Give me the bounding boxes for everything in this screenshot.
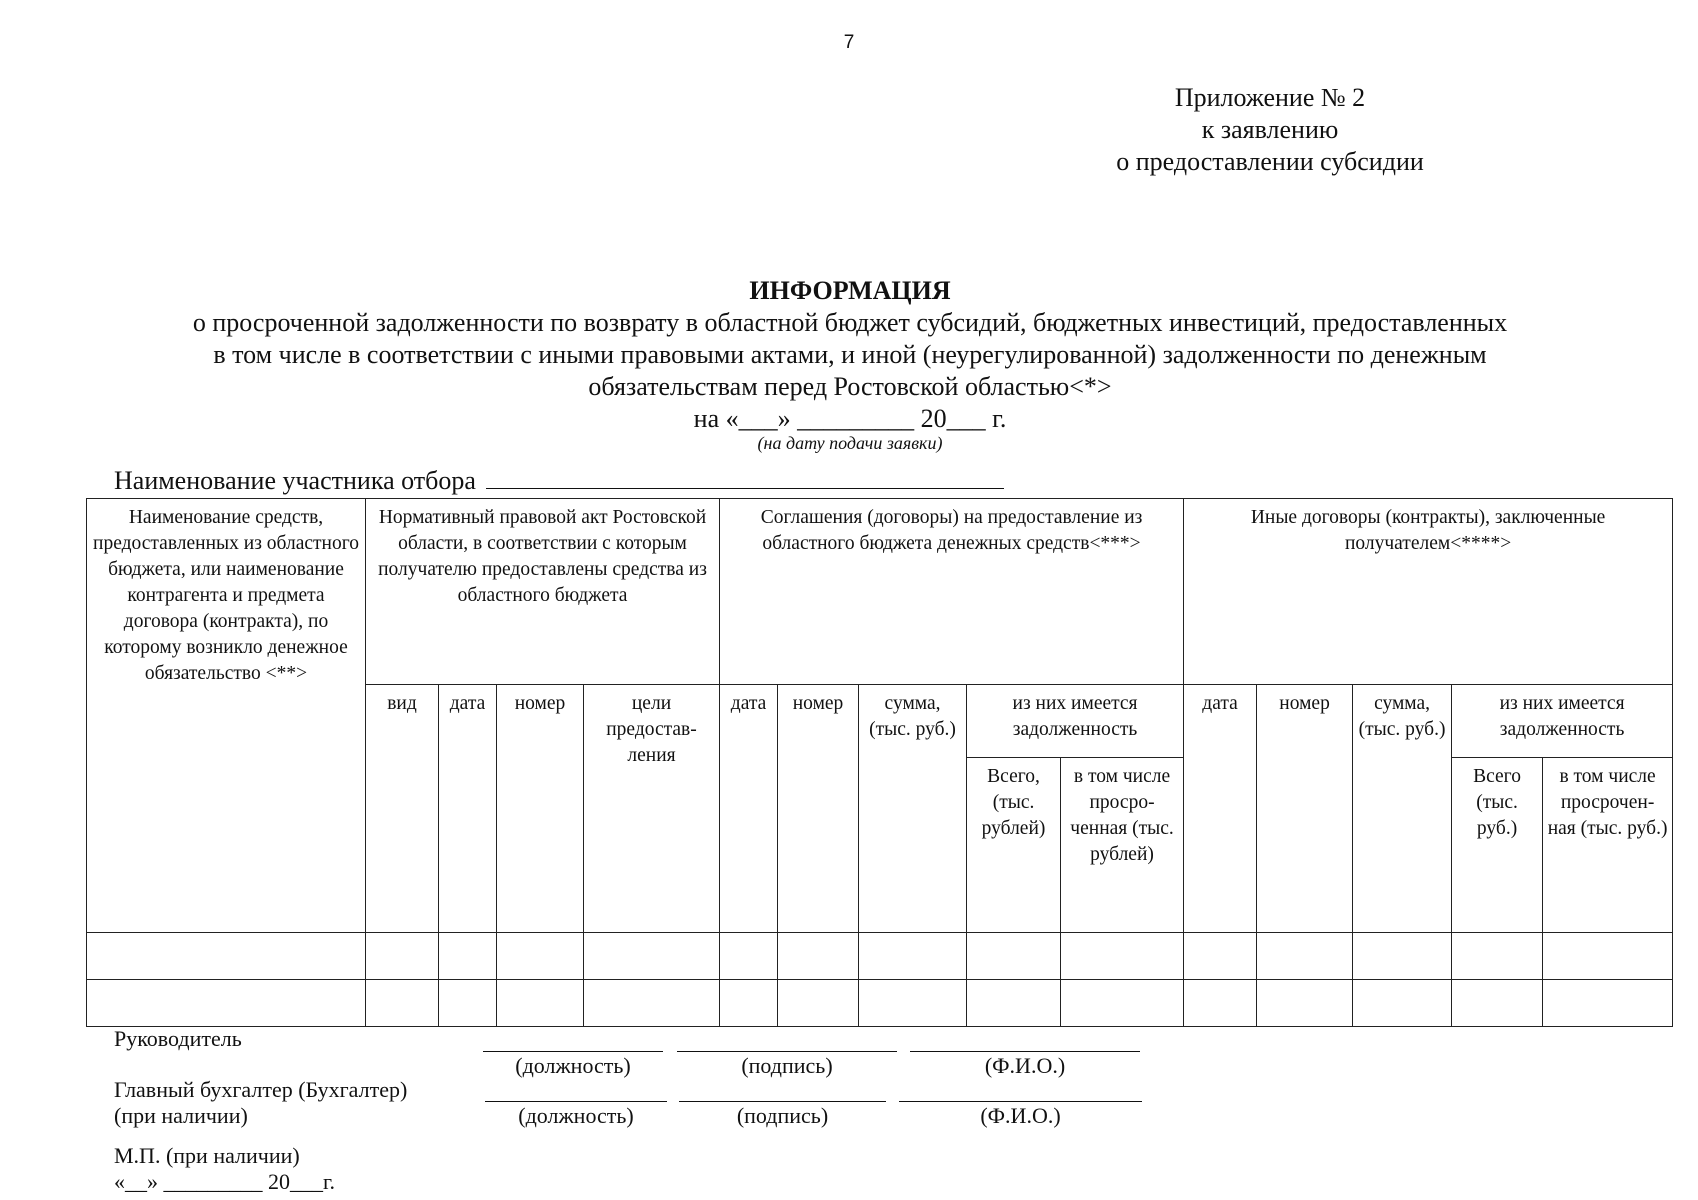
table-cell[interactable] <box>366 933 439 980</box>
debt-table <box>86 498 1673 1027</box>
head-signature-caption: (подпись) <box>741 1053 833 1078</box>
table-cell[interactable] <box>859 933 967 980</box>
header-oth-sum: сумма, (тыс. руб.) <box>1353 685 1452 933</box>
table-cell[interactable] <box>778 933 859 980</box>
table-cell[interactable] <box>778 980 859 1027</box>
accountant-name-caption: (Ф.И.О.) <box>980 1103 1061 1128</box>
header-agr-sum: сумма, (тыс. руб.) <box>859 685 967 933</box>
table-cell[interactable] <box>87 933 366 980</box>
table-cell[interactable] <box>1543 980 1673 1027</box>
table-cell[interactable] <box>497 980 584 1027</box>
table-row <box>87 933 1673 980</box>
table-cell[interactable] <box>1061 933 1184 980</box>
table-cell[interactable] <box>1257 980 1353 1027</box>
table-cell[interactable] <box>87 980 366 1027</box>
accountant-position-line[interactable] <box>485 1101 667 1102</box>
participant-name-field[interactable] <box>486 466 1004 489</box>
heading-date-line: на «___» _________ 20___ г. <box>693 404 1007 433</box>
document-heading <box>40 275 1660 453</box>
header-oth-number: номер <box>1257 685 1353 933</box>
table-cell[interactable] <box>967 933 1061 980</box>
table-cell[interactable] <box>720 980 778 1027</box>
table-cell[interactable] <box>1543 933 1673 980</box>
header-agr-debt-total: Всего, (тыс. рублей) <box>967 758 1061 933</box>
table-cell[interactable] <box>1061 980 1184 1027</box>
accountant-label <box>114 1077 407 1129</box>
table-cell[interactable] <box>1452 980 1543 1027</box>
table-cell[interactable] <box>967 980 1061 1027</box>
heading-line-3: обязательствам перед Ростовской областью<*> <box>588 372 1112 401</box>
table-cell[interactable] <box>366 980 439 1027</box>
stamp-label: М.П. (при наличии) <box>114 1143 300 1168</box>
heading-date-hint: (на дату подачи заявки) <box>757 433 943 453</box>
table-cell[interactable] <box>1184 980 1257 1027</box>
head-name-line[interactable] <box>910 1051 1140 1052</box>
accountant-name-line[interactable] <box>899 1101 1142 1102</box>
header-other-contracts: Иные договоры (контракты), заключенные получателем<****> <box>1184 499 1673 685</box>
header-oth-debt-overdue: в том числе просрочен-ная (тыс. руб.) <box>1543 758 1673 933</box>
header-oth-date: дата <box>1184 685 1257 933</box>
table-row <box>87 980 1673 1027</box>
table-cell[interactable] <box>497 933 584 980</box>
header-agreements: Соглашения (договоры) на предоставление из областного бюджета денежных средств<***> <box>720 499 1184 685</box>
header-act-type: вид <box>366 685 439 933</box>
accountant-label-line-2: (при наличии) <box>114 1103 248 1128</box>
table-cell[interactable] <box>1353 933 1452 980</box>
head-label: Руководитель <box>114 1026 242 1051</box>
document-title: ИНФОРМАЦИЯ <box>749 276 951 305</box>
annex-line-1: Приложение № 2 <box>1174 83 1366 112</box>
heading-line-1: о просроченной задолженности по возврату в областной бюджет субсидий, бюджетных инвестиций, предоставленных <box>192 308 1508 337</box>
heading-line-2: в том числе в соответствии с иными правовыми актами, и иной (неурегулированной) задолженности по денежным <box>213 340 1487 369</box>
head-position-line[interactable] <box>483 1051 663 1052</box>
table-cell[interactable] <box>1452 933 1543 980</box>
accountant-position-caption: (должность) <box>518 1103 634 1128</box>
header-act-purpose: цели предостав-ления <box>584 685 720 933</box>
table-cell[interactable] <box>439 980 497 1027</box>
table-cell[interactable] <box>584 933 720 980</box>
head-signature-line[interactable] <box>677 1051 897 1052</box>
header-act-date: дата <box>439 685 497 933</box>
header-act-number: номер <box>497 685 584 933</box>
header-funds-name: Наименование средств, предоставленных из областного бюджета, или наименование контрагента и предмета договора (контракта), по которому возникло денежное обязательство <**> <box>87 499 366 933</box>
header-agr-number: номер <box>778 685 859 933</box>
head-name-caption: (Ф.И.О.) <box>984 1053 1066 1078</box>
page-number: 7 <box>843 32 855 53</box>
head-position-caption: (должность) <box>515 1053 631 1078</box>
annex-block <box>1060 82 1480 178</box>
signature-date-line: «__» _________ 20___г. <box>114 1169 336 1194</box>
annex-line-2: к заявлению <box>1201 115 1339 144</box>
table-cell[interactable] <box>859 980 967 1027</box>
table-cell[interactable] <box>439 933 497 980</box>
header-agr-debt: из них имеется задолженность <box>967 685 1184 758</box>
annex-line-3: о предоставлении субсидии <box>1116 147 1424 176</box>
header-agr-debt-overdue: в том числе просро-ченная (тыс. рублей) <box>1061 758 1184 933</box>
accountant-label-line-1: Главный бухгалтер (Бухгалтер) <box>114 1077 408 1102</box>
accountant-signature-caption: (подпись) <box>736 1103 829 1128</box>
accountant-signature-line[interactable] <box>679 1101 886 1102</box>
table-cell[interactable] <box>1184 933 1257 980</box>
table-cell[interactable] <box>720 933 778 980</box>
participant-label: Наименование участника отбора <box>114 466 476 495</box>
participant-row <box>114 466 1004 496</box>
header-oth-debt: из них имеется задолженность <box>1452 685 1673 758</box>
table-cell[interactable] <box>1353 980 1452 1027</box>
header-oth-debt-total: Всего (тыс. руб.) <box>1452 758 1543 933</box>
table-cell[interactable] <box>1257 933 1353 980</box>
header-agr-date: дата <box>720 685 778 933</box>
stamp-block <box>114 1143 335 1195</box>
header-legal-act: Нормативный правовой акт Ростовской области, в соответствии с которым получателю предоставлены средства из областного бюджета <box>366 499 720 685</box>
table-cell[interactable] <box>584 980 720 1027</box>
